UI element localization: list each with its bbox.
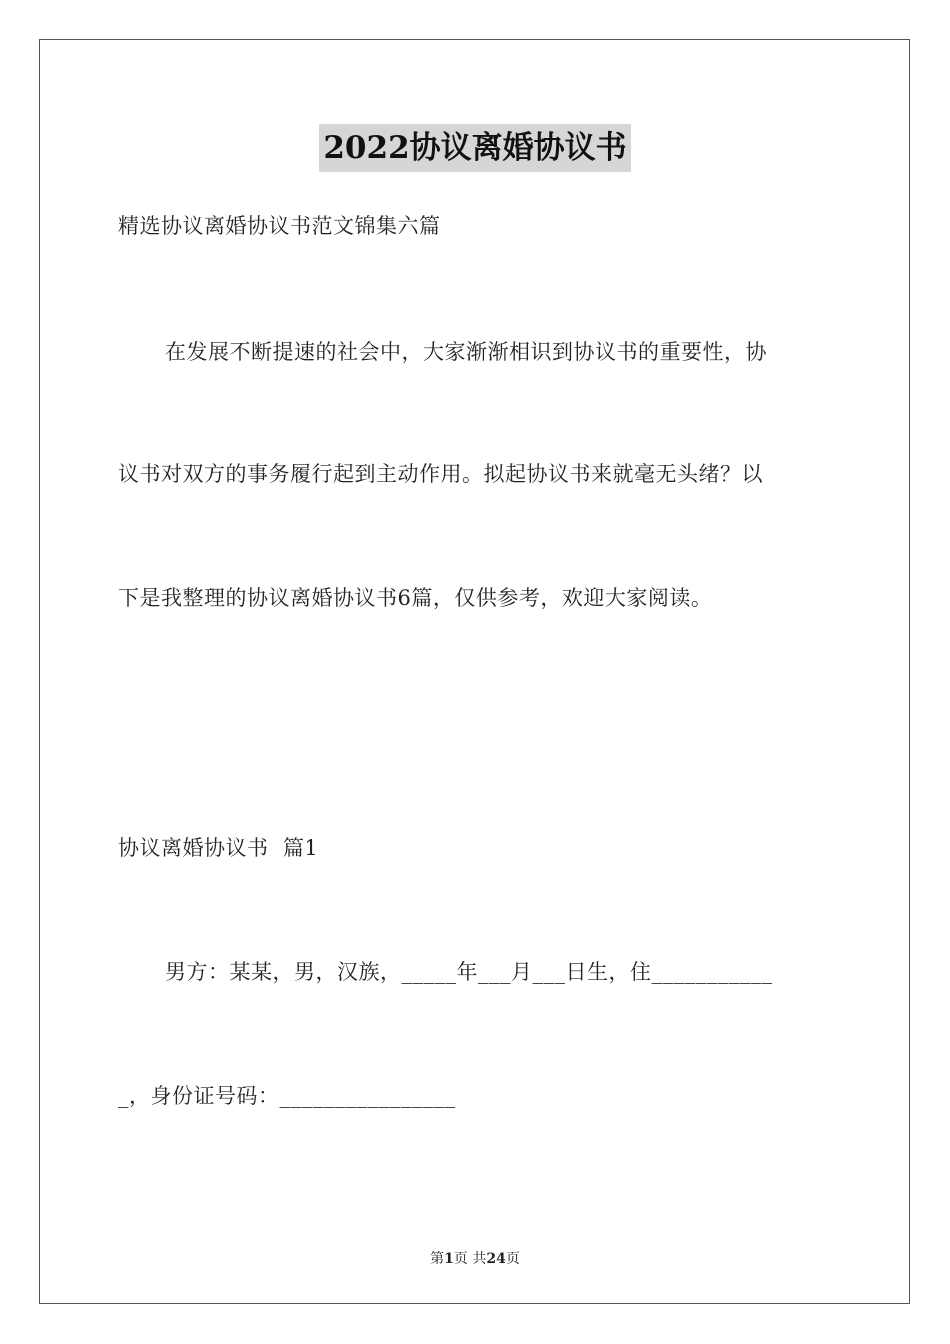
document-title: 2022协议离婚协议书 xyxy=(319,124,630,172)
footer-total-pages: 24 xyxy=(486,1251,506,1267)
intro-line-3: 下是我整理的协议离婚协议书6篇，仅供参考，欢迎大家阅读。 xyxy=(118,586,713,610)
footer-mid: 页 共 xyxy=(453,1251,487,1267)
page-footer xyxy=(0,1248,950,1268)
title-container xyxy=(0,124,950,172)
intro-line-2: 议书对双方的事务履行起到主动作用。拟起协议书来就毫无头绪？以 xyxy=(118,462,763,486)
section-heading: 协议离婚协议书 篇1 xyxy=(118,836,319,860)
party-line-1: 男方：某某，男，汉族，_____年___月___日生，住___________ xyxy=(165,960,773,984)
party-line-2: _，身份证号码：________________ xyxy=(118,1084,456,1108)
footer-current-page: 1 xyxy=(444,1251,454,1267)
document-subtitle: 精选协议离婚协议书范文锦集六篇 xyxy=(118,214,441,238)
footer-suffix: 页 xyxy=(505,1251,520,1267)
footer-prefix: 第 xyxy=(430,1251,445,1267)
intro-line-1: 在发展不断提速的社会中，大家渐渐相识到协议书的重要性，协 xyxy=(165,340,767,364)
